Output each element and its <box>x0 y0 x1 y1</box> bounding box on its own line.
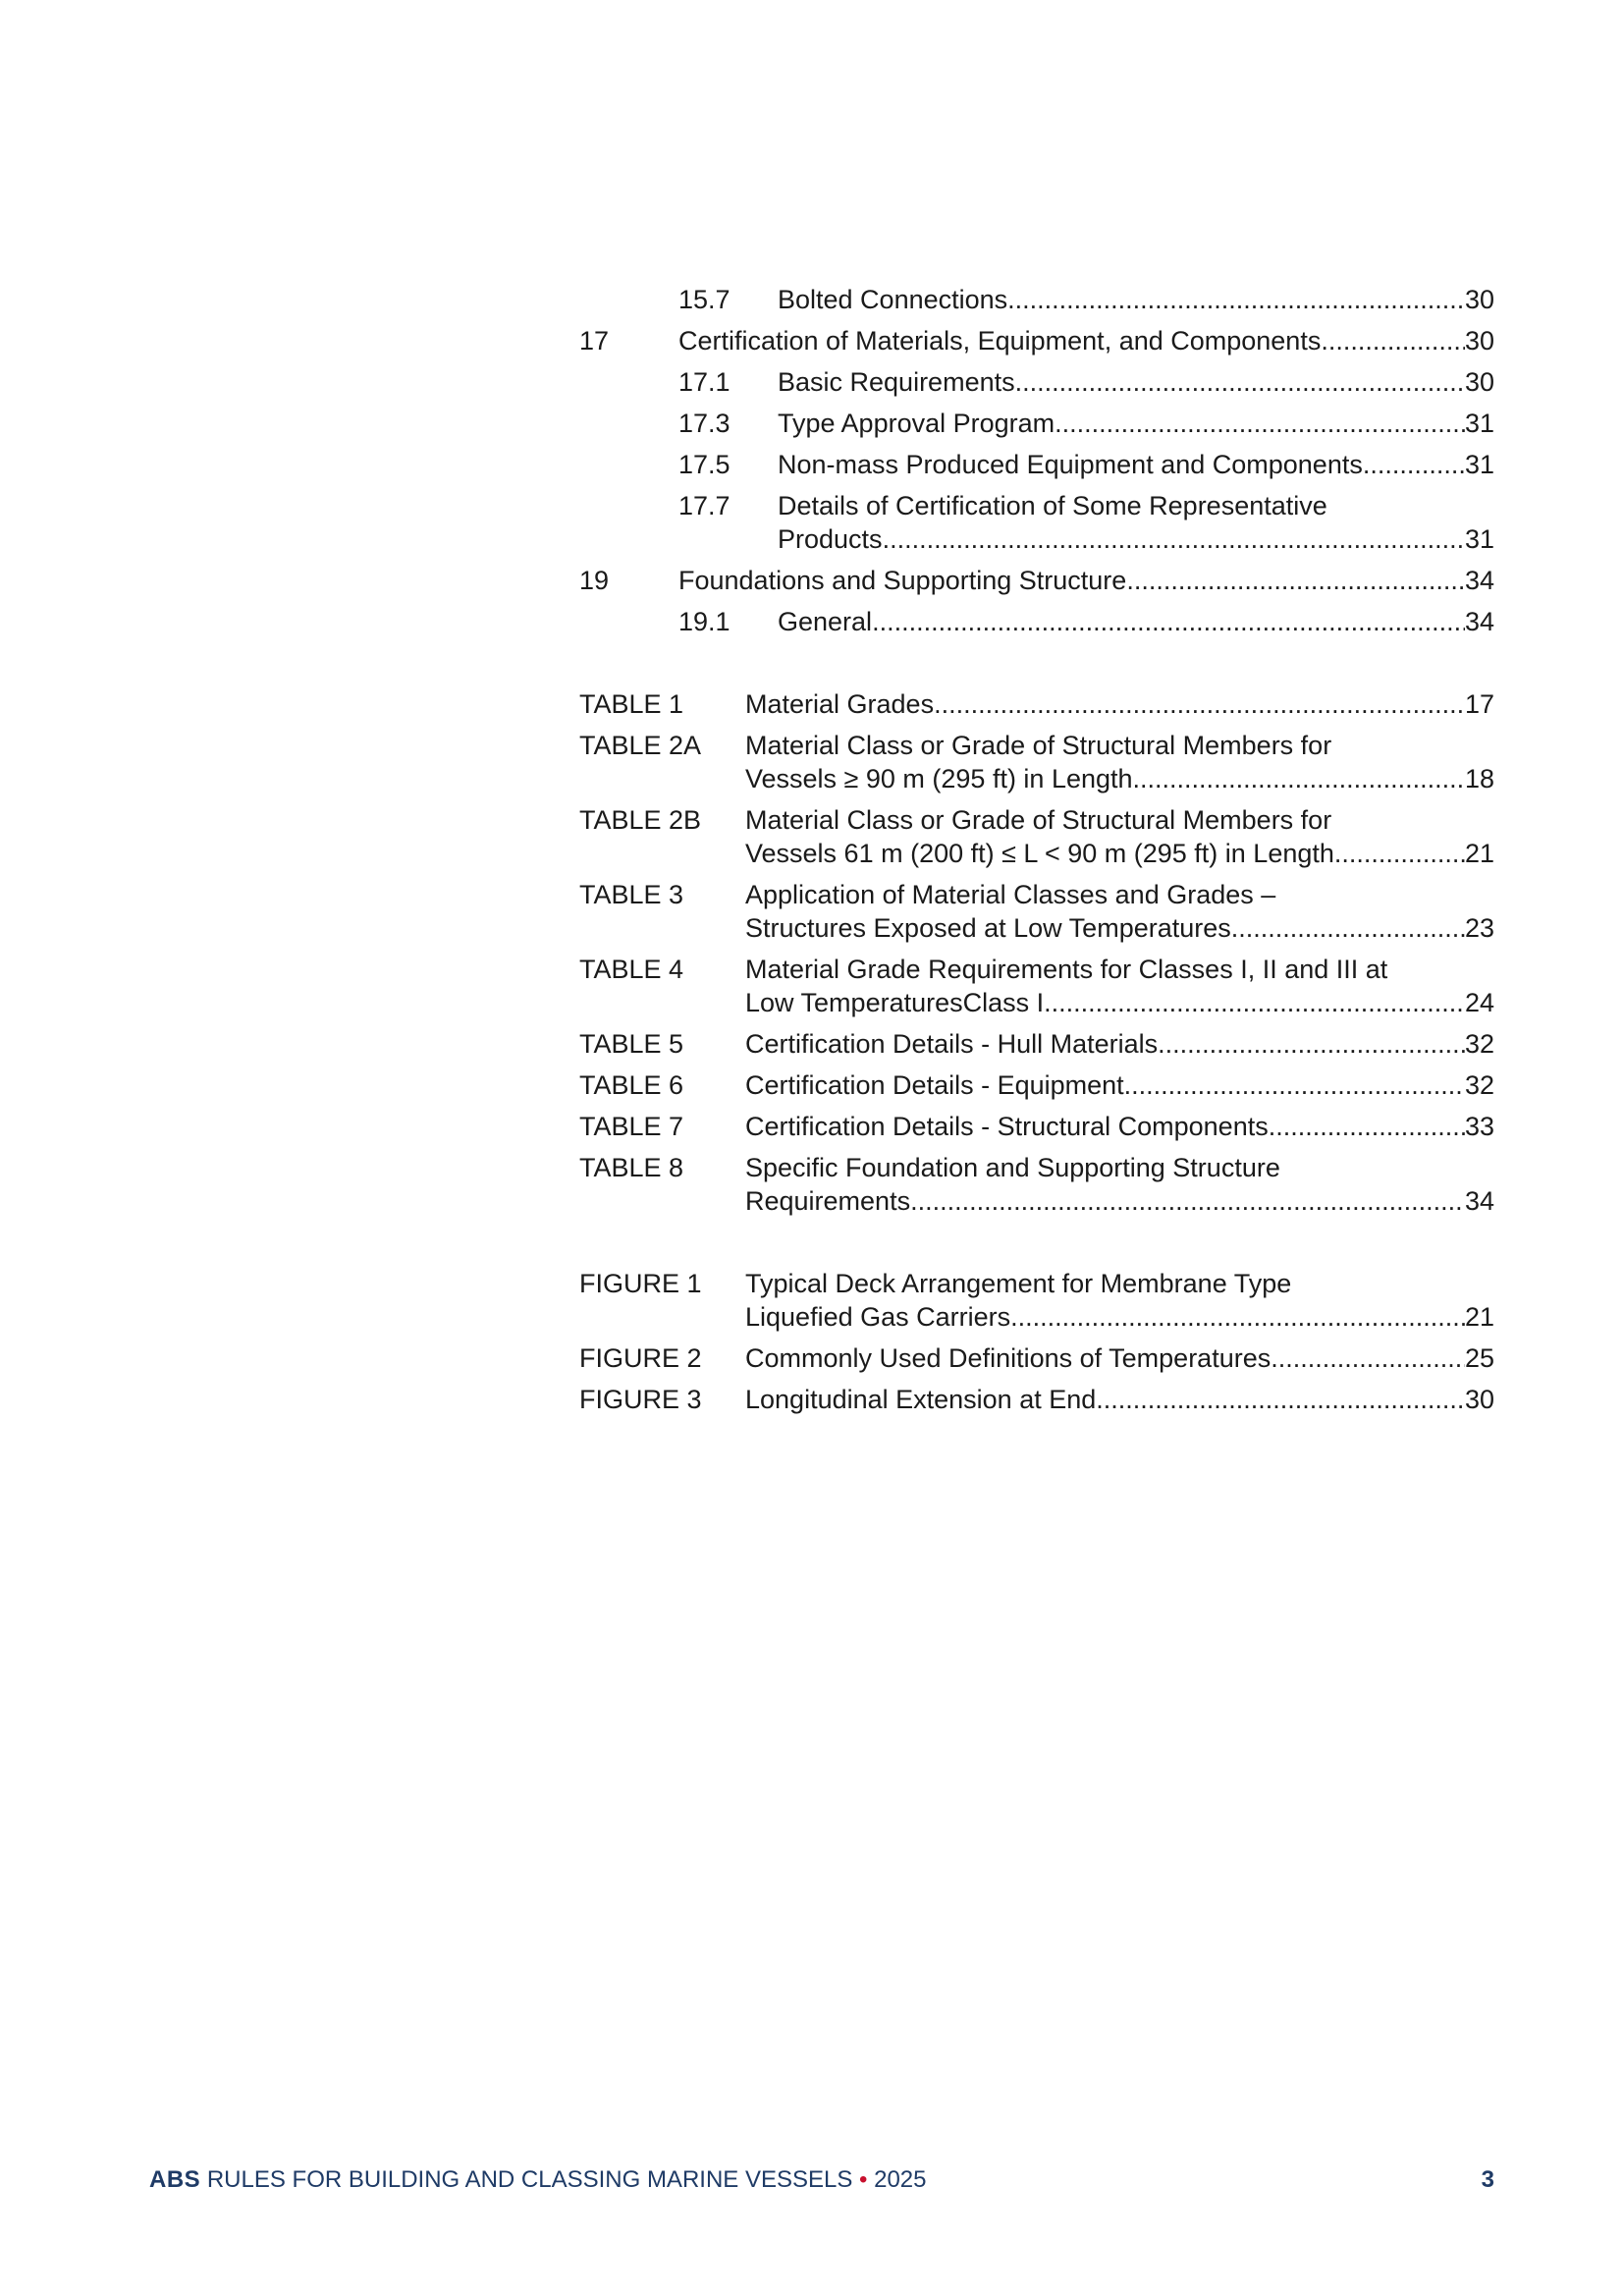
page-footer <box>149 2166 1494 2194</box>
page-ref: 25 <box>1464 1343 1494 1373</box>
list-item-table-1[interactable] <box>579 687 1494 721</box>
leader-dots <box>1363 448 1465 481</box>
page-ref: 33 <box>1464 1112 1494 1141</box>
section-spacer <box>579 646 1494 687</box>
page-ref: 30 <box>1464 367 1494 397</box>
page-ref: 21 <box>1464 1302 1494 1332</box>
leader-dots <box>910 1184 1465 1218</box>
figure-label: FIGURE 3 <box>579 1385 702 1414</box>
leader-dots <box>1158 1027 1465 1061</box>
toc-entry-17-3[interactable] <box>579 407 1494 440</box>
entry-title-continued: Vessels ≥ 90 m (295 ft) in Length <box>745 764 1133 793</box>
entry-title: Material Grade Requirements for Classes I, II and III at <box>745 955 1388 984</box>
entry-title: Certification Details - Hull Materials <box>745 1029 1159 1059</box>
entry-title: General <box>778 607 873 636</box>
entry-title: Details of Certification of Some Representative <box>778 491 1327 520</box>
leader-dots <box>1133 762 1465 795</box>
leader-dots <box>1334 837 1465 870</box>
leader-dots <box>872 605 1465 638</box>
toc-entry-17[interactable] <box>579 324 1494 357</box>
page-ref: 31 <box>1464 524 1494 554</box>
entry-title: Material Class or Grade of Structural Members for <box>745 805 1332 835</box>
page-ref: 17 <box>1464 689 1494 719</box>
toc-entry-19-1[interactable] <box>579 605 1494 638</box>
table-label: TABLE 1 <box>579 689 684 719</box>
leader-dots <box>1044 986 1465 1019</box>
page-number: 3 <box>1481 2166 1494 2193</box>
entry-number: 17 <box>579 326 610 355</box>
entry-number: 17.3 <box>678 409 730 438</box>
entry-title: Typical Deck Arrangement for Membrane Type <box>745 1269 1292 1298</box>
leader-dots <box>1321 324 1465 357</box>
footer-title: RULES FOR BUILDING AND CLASSING MARINE VESSELS <box>200 2166 860 2193</box>
leader-dots <box>1015 365 1465 399</box>
figure-label: FIGURE 2 <box>579 1343 702 1373</box>
brand-logo-text: ABS <box>149 2166 201 2193</box>
entry-title: Longitudinal Extension at End <box>745 1385 1097 1414</box>
toc-entry-19[interactable] <box>579 564 1494 597</box>
page-ref: 30 <box>1464 1385 1494 1414</box>
footer-year: 2025 <box>867 2166 927 2193</box>
list-item-table-2a[interactable] <box>579 729 1494 795</box>
leader-dots <box>1010 1300 1465 1334</box>
entry-title-continued: Structures Exposed at Low Temperatures <box>745 913 1231 943</box>
table-label: TABLE 2B <box>579 805 702 835</box>
list-item-table-7[interactable] <box>579 1110 1494 1143</box>
leader-dots <box>1007 283 1465 316</box>
leader-dots <box>883 522 1465 556</box>
entry-number: 17.5 <box>678 450 730 479</box>
entry-title: Basic Requirements <box>778 367 1015 397</box>
page-ref: 31 <box>1464 409 1494 438</box>
page-ref: 34 <box>1464 607 1494 636</box>
entry-title: Non-mass Produced Equipment and Components <box>778 450 1363 479</box>
toc-entry-17-7[interactable] <box>579 489 1494 556</box>
table-label: TABLE 2A <box>579 731 702 760</box>
entry-title-continued: Liquefied Gas Carriers <box>745 1302 1011 1332</box>
entry-title: Certification Details - Equipment <box>745 1070 1124 1100</box>
page-ref: 34 <box>1464 566 1494 595</box>
leader-dots <box>1096 1383 1465 1416</box>
page-ref: 30 <box>1464 285 1494 314</box>
page-ref: 18 <box>1464 764 1494 793</box>
page-ref: 32 <box>1464 1070 1494 1100</box>
table-label: TABLE 4 <box>579 955 684 984</box>
list-item-table-4[interactable] <box>579 953 1494 1019</box>
leader-dots <box>1124 1068 1465 1102</box>
list-item-figure-3[interactable] <box>579 1383 1494 1416</box>
section-spacer <box>579 1226 1494 1267</box>
list-item-figure-1[interactable] <box>579 1267 1494 1334</box>
list-item-figure-2[interactable] <box>579 1341 1494 1375</box>
entry-title: Application of Material Classes and Grades – <box>745 880 1276 909</box>
leader-dots <box>1126 564 1465 597</box>
entry-title-continued: Vessels 61 m (200 ft) ≤ L < 90 m (295 ft) in Length <box>745 839 1334 868</box>
entry-title: Specific Foundation and Supporting Structure <box>745 1153 1280 1182</box>
leader-dots <box>1269 1110 1465 1143</box>
entry-title-continued: Requirements <box>745 1186 911 1216</box>
entry-title-continued: Products <box>778 524 883 554</box>
entry-number: 15.7 <box>678 285 730 314</box>
table-label: TABLE 5 <box>579 1029 684 1059</box>
entry-number: 17.1 <box>678 367 730 397</box>
list-item-table-6[interactable] <box>579 1068 1494 1102</box>
entry-title: Commonly Used Definitions of Temperatures <box>745 1343 1271 1373</box>
table-label: TABLE 3 <box>579 880 684 909</box>
toc-entry-15-7[interactable] <box>579 283 1494 316</box>
list-item-table-2b[interactable] <box>579 803 1494 870</box>
page-ref: 30 <box>1464 326 1494 355</box>
page-ref: 34 <box>1464 1186 1494 1216</box>
entry-title-continued: Low TemperaturesClass I <box>745 988 1045 1017</box>
leader-dots <box>1055 407 1465 440</box>
entry-title: Certification Details - Structural Components <box>745 1112 1269 1141</box>
entry-number: 17.7 <box>678 491 730 520</box>
entry-title: Foundations and Supporting Structure <box>678 566 1127 595</box>
entry-title: Bolted Connections <box>778 285 1008 314</box>
page-ref: 21 <box>1464 839 1494 868</box>
table-label: TABLE 7 <box>579 1112 684 1141</box>
page-ref: 31 <box>1464 450 1494 479</box>
list-item-table-5[interactable] <box>579 1027 1494 1061</box>
entry-number: 19 <box>579 566 610 595</box>
table-label: TABLE 6 <box>579 1070 684 1100</box>
list-item-table-3[interactable] <box>579 878 1494 945</box>
entry-number: 19.1 <box>678 607 730 636</box>
list-item-table-8[interactable] <box>579 1151 1494 1218</box>
entry-title: Material Grades <box>745 689 935 719</box>
leader-dots <box>1271 1341 1465 1375</box>
leader-dots <box>934 687 1465 721</box>
leader-dots <box>1231 911 1465 945</box>
bullet-separator: • <box>859 2166 868 2193</box>
figure-label: FIGURE 1 <box>579 1269 702 1298</box>
page-ref: 32 <box>1464 1029 1494 1059</box>
toc-entry-17-5[interactable] <box>579 448 1494 481</box>
entry-title: Type Approval Program <box>778 409 1055 438</box>
page-ref: 24 <box>1464 988 1494 1017</box>
table-of-contents <box>579 283 1494 1424</box>
toc-entry-17-1[interactable] <box>579 365 1494 399</box>
table-label: TABLE 8 <box>579 1153 684 1182</box>
entry-title: Certification of Materials, Equipment, and Components <box>678 326 1322 355</box>
page-ref: 23 <box>1464 913 1494 943</box>
entry-title: Material Class or Grade of Structural Members for <box>745 731 1332 760</box>
